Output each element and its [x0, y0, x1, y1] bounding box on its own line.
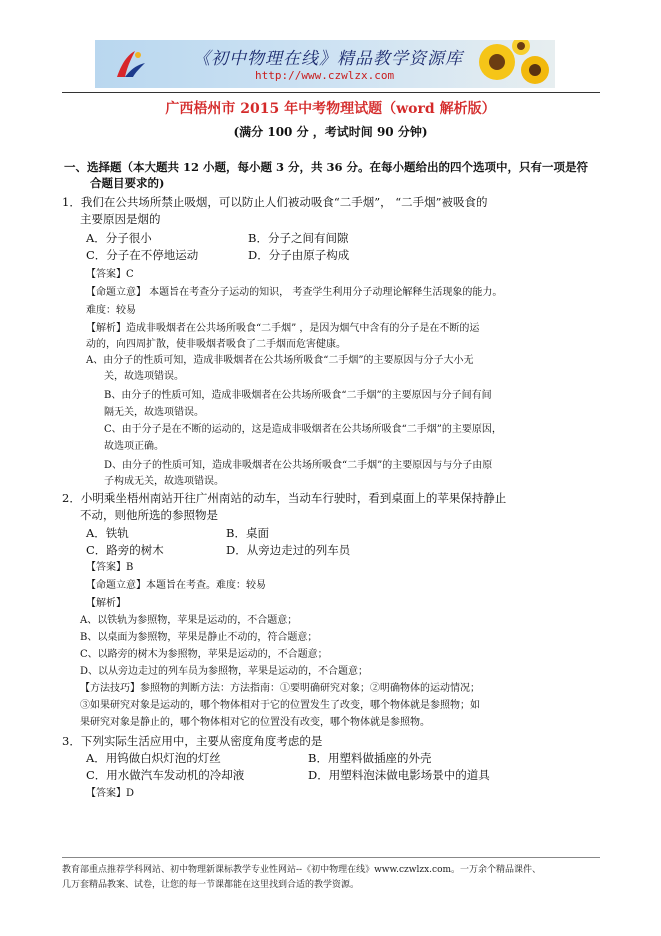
q1-option-c: C．分子在不停地运动 [86, 248, 199, 262]
section-heading: 一、选择题（本大题共 12 小题，每小题 3 分，共 36 分。在每小题给出的四个选项中，只有一项是符 [64, 160, 589, 174]
q3-option-a: A．用钨做白炽灯泡的灯丝 [86, 751, 221, 765]
q1-analysis-cont: 动的，向四周扩散，使非吸烟者吸食了二手烟而危害健康。 [86, 339, 346, 350]
q2-tip: 【方法技巧】参照物的判断方法：方法指南：①要明确研究对象；②明确物体的运动情况； [80, 683, 480, 694]
q2-intent: 【命题立意】本题旨在考查。难度：较易 [86, 580, 266, 591]
footer-divider [62, 857, 600, 858]
q3-stem: 3．下列实际生活应用中，主要从密度角度考虑的是 [62, 734, 323, 748]
q3-option-c: C．用水做汽车发动机的冷却液 [86, 768, 245, 782]
q1-answer: 【答案】C [86, 269, 134, 280]
q3-option-b: B．用塑料做插座的外壳 [308, 751, 432, 765]
q1-analysis-c: C、由于分子是在不断的运动的，这是造成非吸烟者在公共场所吸食“二手烟”的主要原因， [104, 424, 502, 435]
q2-analysis-b: B、以桌面为参照物，苹果是静止不动的，符合题意； [80, 632, 318, 643]
q1-option-a: A．分子很小 [86, 231, 152, 245]
q3-option-d: D．用塑料泡沫做电影场景中的道具 [308, 768, 490, 782]
q2-stem: 2．小明乘坐梧州南站开往广州南站的动车，当动车行驶时，看到桌面上的苹果保持静止 [62, 491, 507, 505]
q1-stem: 1．我们在公共场所禁止吸烟，可以防止人们被动吸食“二手烟”， “二手烟”被吸食的 [62, 195, 488, 209]
q2-option-d: D．从旁边走过的列车员 [226, 543, 351, 557]
q2-stem-cont: 不动，则他所选的参照物是 [80, 508, 218, 522]
q2-answer: 【答案】B [86, 562, 134, 573]
document-title: 广西梧州市 2015 年中考物理试题（word 解析版） [165, 101, 496, 117]
header-divider [62, 92, 600, 93]
q1-analysis-a-cont: 关，故选项错误。 [104, 371, 184, 382]
q3-answer: 【答案】D [86, 788, 135, 799]
q1-stem-cont: 主要原因是烟的 [80, 212, 161, 226]
sunflower-icon [435, 40, 555, 88]
q2-option-c: C．路旁的树木 [86, 543, 164, 557]
q1-option-b: B．分子之间有间隙 [248, 231, 349, 245]
q1-analysis-d-cont: 子构成无关，故选项错误。 [104, 476, 224, 487]
document-subtitle: (满分 100 分 ，考试时间 90 分钟) [233, 125, 428, 139]
q2-option-a: A．铁轨 [86, 526, 129, 540]
q1-analysis: 【解析】造成非吸烟者在公共场所吸食“二手烟” ，是因为烟气中含有的分子是在不断的运 [86, 323, 480, 334]
q1-analysis-c-cont: 故选项正确。 [104, 441, 164, 452]
footer-line-2: 几万套精品教案、试卷，让您的每一节课都能在这里找到合适的教学资源。 [62, 880, 360, 890]
q1-option-d: D．分子由原子构成 [248, 248, 350, 262]
q1-difficulty: 难度：较易 [86, 305, 136, 316]
header-banner [95, 40, 555, 88]
q2-tip-cont: ③如果研究对象是运动的，哪个物体相对于它的位置发生了改变，哪个物体就是参照物；如 [80, 700, 480, 711]
banner-url[interactable]: http://www.czwlzx.com [255, 69, 395, 82]
q1-analysis-a: A、由分子的性质可知，造成非吸烟者在公共场所吸食“二手烟”的主要原因与分子大小无 [86, 355, 474, 366]
q2-tip-cont2: 果研究对象是静止的，哪个物体相对它的位置没有改变，哪个物体就是参照物。 [80, 717, 430, 728]
q1-analysis-b-cont: 隔无关，故选项错误。 [104, 407, 204, 418]
section-heading-cont: 合题目要求的) [90, 176, 165, 190]
q2-analysis-c: C、以路旁的树木为参照物，苹果是运动的，不合题意； [80, 649, 328, 660]
q1-analysis-b: B、由分子的性质可知，造成非吸烟者在公共场所吸食“二手烟”的主要原因与分子间有间 [104, 390, 492, 401]
site-logo-icon [113, 47, 147, 81]
banner-title: 《初中物理在线》精品教学资源库 [193, 49, 463, 69]
q2-analysis-d: D、以从旁边走过的列车员为参照物，苹果是运动的，不合题意； [80, 666, 369, 677]
q1-intent: 【命题立意】 本题旨在考查分子运动的知识， 考查学生利用分子动理论解释生活现象的能力。 [86, 287, 503, 298]
footer-line-1: 教育部重点推荐学科网站、初中物理新课标教学专业性网站--《初中物理在线》www.czwlzx.com。一万余个精品课件、 [62, 865, 542, 875]
q1-analysis-d: D、由分子的性质可知，造成非吸烟者在公共场所吸食“二手烟”的主要原因与与分子由原 [104, 460, 493, 471]
q2-analysis: 【解析】 [86, 598, 126, 609]
q2-option-b: B．桌面 [226, 526, 269, 540]
q2-analysis-a: A、以铁轨为参照物，苹果是运动的，不合题意； [80, 615, 298, 626]
